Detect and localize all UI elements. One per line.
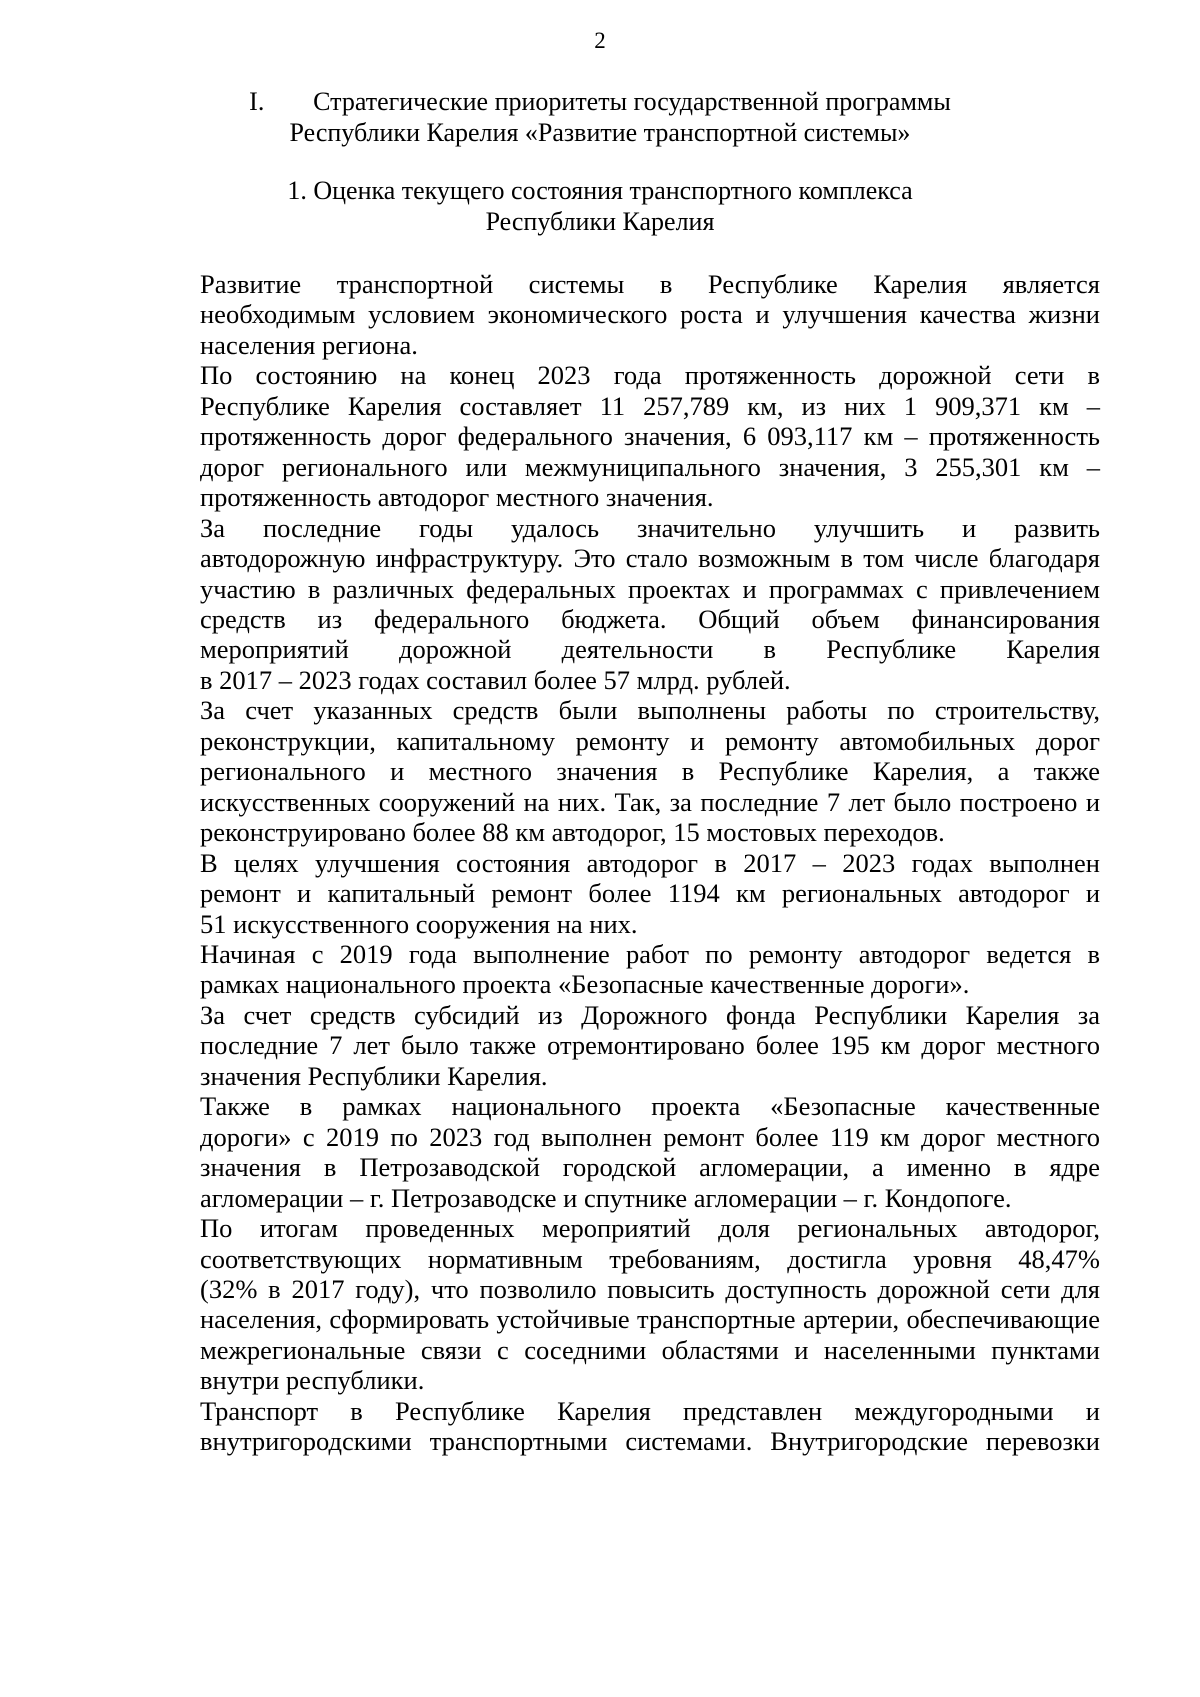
paragraph-line: агломерации – г. Петрозаводске и спутнике агломерации – г. Кондопоге. <box>200 1182 1012 1213</box>
paragraph-line: населения региона. <box>200 329 418 360</box>
paragraph-line: участию в различных федеральных проектах и программах с привлечением <box>200 573 1100 604</box>
paragraph-line: последние 7 лет было также отремонтировано более 195 км дорог местного <box>200 1030 1100 1061</box>
paragraph-line: значения в Петрозаводской городской агломерации, а именно в ядре <box>200 1152 1100 1183</box>
paragraph-line: необходимым условием экономического роста и улучшения качества жизни <box>200 299 1100 330</box>
paragraph-line: За последние годы удалось значительно улучшить и развить <box>200 512 1100 543</box>
paragraph-line: ремонт и капитальный ремонт более 1194 км региональных автодорог и <box>200 878 1100 909</box>
paragraph-line: в 2017 – 2023 годах составил более 57 млрд. рублей. <box>200 664 791 695</box>
paragraph-line: автодорожную инфраструктуру. Это стало возможным в том числе благодаря <box>200 543 1100 574</box>
subsection-heading-line-1: 1. Оценка текущего состояния транспортного комплекса <box>287 176 913 205</box>
paragraph-line: Также в рамках национального проекта «Безопасные качественные <box>200 1091 1100 1122</box>
paragraph-line: Транспорт в Республике Карелия представлен междугородными и <box>200 1395 1100 1426</box>
paragraph-line: межрегиональные связи с соседними областями и населенными пунктами <box>200 1334 1100 1365</box>
paragraph-line: дороги» с 2019 по 2023 год выполнен ремонт более 119 км дорог местного <box>200 1121 1100 1152</box>
paragraph-line: В целях улучшения состояния автодорог в 2017 – 2023 годах выполнен <box>200 847 1100 878</box>
paragraph-line: (32% в 2017 году), что позволило повысить доступность дорожной сети для <box>200 1273 1100 1304</box>
paragraph-line: реконструкции, капитальному ремонту и ремонту автомобильных дорог <box>200 725 1100 756</box>
paragraph-line: внутригородскими транспортными системами. Внутригородские перевозки <box>200 1426 1100 1457</box>
paragraph-line: За счет средств субсидий из Дорожного фонда Республики Карелия за <box>200 999 1100 1030</box>
paragraph-line: протяженность автодорог местного значения. <box>200 482 714 513</box>
section-heading-line-1 <box>0 86 1200 117</box>
paragraph <box>142 1396 1100 1457</box>
paragraph <box>142 513 1100 696</box>
paragraph-line: Республике Карелия составляет 11 257,789 км, из них 1 909,371 км – <box>200 390 1100 421</box>
paragraph-line: населения, сформировать устойчивые транспортные артерии, обеспечивающие <box>200 1304 1100 1335</box>
page-number: 2 <box>594 28 606 53</box>
paragraph-line: За счет указанных средств были выполнены работы по строительству, <box>200 695 1100 726</box>
section-numeral: I. <box>249 87 265 116</box>
paragraph <box>142 360 1100 512</box>
paragraph-line: Начиная с 2019 года выполнение работ по ремонту автодорог ведется в <box>200 938 1100 969</box>
paragraph <box>142 1000 1100 1091</box>
subsection-heading-line-2: Республики Карелия <box>485 207 715 236</box>
paragraph-line: внутри республики. <box>200 1365 425 1396</box>
paragraph-line: рамках национального проекта «Безопасные качественные дороги». <box>200 969 970 1000</box>
paragraph <box>142 939 1100 1000</box>
section-heading-line-2: Республики Карелия «Развитие транспортной системы» <box>289 118 911 147</box>
paragraph <box>142 848 1100 939</box>
paragraph-line: искусственных сооружений на них. Так, за последние 7 лет было построено и <box>200 786 1100 817</box>
body-text <box>142 269 1100 1457</box>
paragraph-line: протяженность дорог федерального значения, 6 093,117 км – протяженность <box>200 421 1100 452</box>
paragraph <box>142 269 1100 360</box>
paragraph-line: реконструировано более 88 км автодорог, 15 мостовых переходов. <box>200 817 945 848</box>
paragraph-line: дорог регионального или межмуниципального значения, 3 255,301 км – <box>200 451 1100 482</box>
section-heading <box>0 86 1200 148</box>
paragraph-line: соответствующих нормативным требованиям, достигла уровня 48,47% <box>200 1243 1100 1274</box>
paragraph <box>142 1213 1100 1396</box>
paragraph-line: мероприятий дорожной деятельности в Республике Карелия <box>200 634 1100 665</box>
paragraph-line: регионального и местного значения в Республике Карелия, а также <box>200 756 1100 787</box>
paragraph-line: 51 искусственного сооружения на них. <box>200 908 638 939</box>
paragraph-line: По состоянию на конец 2023 года протяженность дорожной сети в <box>200 360 1100 391</box>
paragraph-line: средств из федерального бюджета. Общий объем финансирования <box>200 603 1100 634</box>
paragraph-line: По итогам проведенных мероприятий доля региональных автодорог, <box>200 1213 1100 1244</box>
paragraph <box>142 1091 1100 1213</box>
section-heading-title: Стратегические приоритеты государственной программы <box>313 87 951 116</box>
subsection-heading <box>0 175 1200 237</box>
paragraph <box>142 695 1100 847</box>
paragraph-line: значения Республики Карелия. <box>200 1060 548 1091</box>
paragraph-line: Развитие транспортной системы в Республике Карелия является <box>200 269 1100 299</box>
